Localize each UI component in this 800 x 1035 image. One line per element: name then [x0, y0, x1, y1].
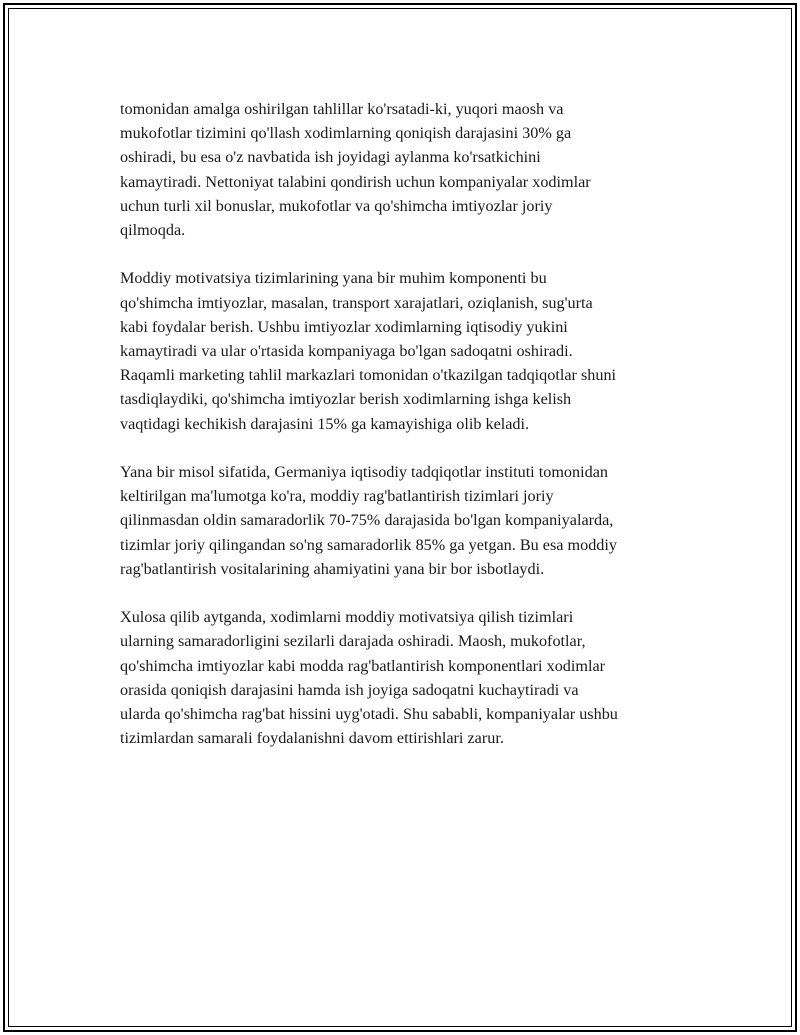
text-line: Raqamli marketing tahlil markazlari tomonidan o'tkazilgan tadqiqotlar shuni	[120, 366, 617, 385]
text-line: tomonidan amalga oshirilgan tahlillar ko'rsatadi-ki, yuqori maosh va	[120, 100, 564, 118]
text-line: oshiradi, bu esa o'z navbatida ish joyidagi aylanma ko'rsatkichini	[120, 148, 541, 167]
text-line: kabi foydalar berish. Ushbu imtiyozlar xodimlarning iqtisodiy yukini	[120, 317, 568, 336]
text-line: Xulosa qilib aytganda, xodimlarni moddiy motivatsiya qilish tizimlari	[120, 608, 574, 627]
text-line: qo'shimcha imtiyozlar kabi modda rag'batlantirish komponentlari xodimlar	[120, 656, 606, 675]
document-body	[120, 97, 695, 775]
text-line: tizimlar joriy qilingandan so'ng samaradorlik 85% ga yetgan. Bu esa moddiy	[120, 535, 617, 554]
text-line: Yana bir misol sifatida, Germaniya iqtisodiy tadqiqotlar instituti tomonidan	[120, 463, 608, 482]
text-line: kamaytiradi va ular o'rtasida kompaniyaga bo'lgan sadoqatni oshiradi.	[120, 342, 573, 361]
text-line: tizimlardan samarali foydalanishni davom ettirishlari zarur.	[120, 729, 504, 748]
text-line: rag'batlantirish vositalarining ahamiyatini yana bir bor isbotlaydi.	[120, 559, 545, 578]
text-line: uchun turli xil bonuslar, mukofotlar va qo'shimcha imtiyozlar joriy	[120, 196, 553, 215]
paragraph-1	[120, 97, 695, 242]
text-line: mukofotlar tizimini qo'llash xodimlarning qoniqish darajasini 30% ga	[120, 124, 572, 143]
text-line: ularda qo'shimcha rag'bat hissini uyg'otadi. Shu sababli, kompaniyalar ushbu	[120, 705, 618, 724]
text-line: orasida qoniqish darajasini hamda ish joyiga sadoqatni kuchaytiradi va	[120, 680, 579, 699]
paragraph-4	[120, 605, 695, 750]
text-line: qilinmasdan oldin samaradorlik 70-75% darajasida bo'lgan kompaniyalarda,	[120, 511, 614, 530]
paragraph-2	[120, 266, 695, 435]
text-line: keltirilgan ma'lumotga ko'ra, moddiy rag'batlantirish tizimlari joriy	[120, 487, 554, 506]
text-line: Moddiy motivatsiya tizimlarining yana bir muhim komponenti bu	[120, 269, 547, 288]
text-line: vaqtidagi kechikish darajasini 15% ga kamayishiga olib keladi.	[120, 414, 530, 433]
document-page	[3, 3, 797, 1032]
text-line: qo'shimcha imtiyozlar, masalan, transport xarajatlari, oziqlanish, sug'urta	[120, 293, 593, 312]
text-line: tasdiqlaydiki, qo'shimcha imtiyozlar berish xodimlarning ishga kelish	[120, 390, 572, 409]
text-line: kamaytiradi. Nettoniyat talabini qondirish uchun kompaniyalar xodimlar	[120, 172, 591, 191]
text-line: qilmoqda.	[120, 221, 186, 240]
paragraph-3	[120, 460, 695, 581]
text-line: ularning samaradorligini sezilarli darajada oshiradi. Maosh, mukofotlar,	[120, 632, 586, 651]
